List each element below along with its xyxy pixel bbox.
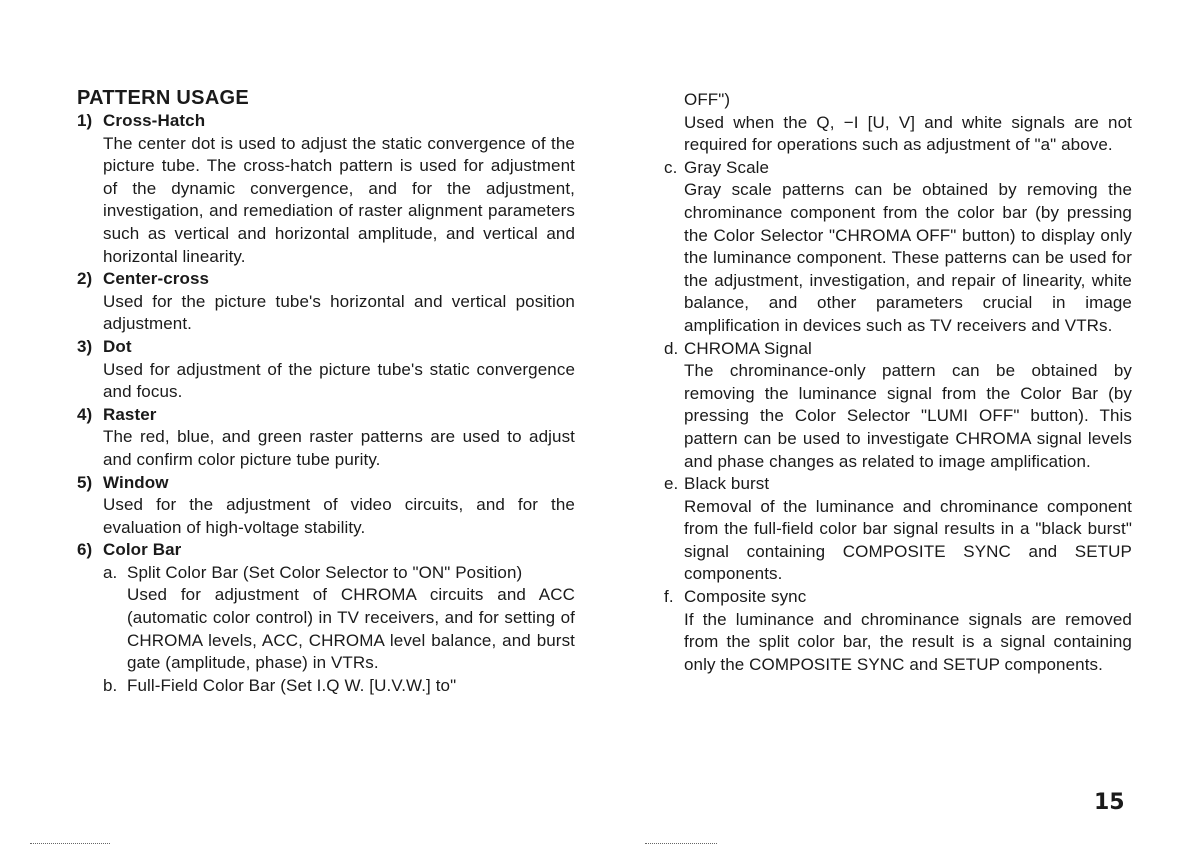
section-number: 5) — [77, 472, 93, 492]
subsection-letter: c. — [664, 157, 678, 177]
section-body-raster: The red, blue, and green raster patterns are used to adjust and confirm color picture tube purity. — [103, 427, 575, 469]
subsection-letter: a. — [103, 562, 118, 582]
section-heading-window — [77, 472, 575, 495]
section-number: 4) — [77, 404, 93, 424]
subsection-title: Gray Scale — [684, 157, 770, 177]
section-heading-dot — [77, 336, 575, 359]
section-heading-raster — [77, 404, 575, 427]
right-column — [664, 89, 1132, 676]
page-title: PATTERN USAGE — [77, 87, 250, 109]
section-heading-color-bar — [77, 539, 575, 562]
subsection-split-color-bar — [77, 562, 575, 585]
section-heading-cross-hatch — [77, 110, 575, 133]
subsection-letter: f. — [664, 587, 674, 607]
subsection-body: Removal of the luminance and chrominance component from the full-field color bar signal results in a "black burst" signal containing COMPOSITE SYNC and SETUP components. — [684, 496, 1132, 584]
section-number: 6) — [77, 540, 93, 560]
subsection-body: The chrominance-only pattern can be obtained by removing the luminance signal from the Color Bar (by pressing the Color Selector "LUMI OFF" button). This pattern can be used to investigate CHROMA signal levels and phase changes as related to image amplification. — [684, 361, 1132, 471]
subsection-full-field-color-bar — [77, 675, 575, 698]
scan-artifact-line — [645, 843, 717, 845]
section-title: Color Bar — [103, 540, 182, 560]
left-column — [77, 86, 575, 697]
subsection-letter: b. — [103, 675, 118, 695]
section-title: Window — [103, 472, 169, 492]
subsection-black-burst — [664, 473, 1132, 586]
subsection-composite-sync — [664, 586, 1132, 676]
section-heading-center-cross — [77, 268, 575, 291]
subsection-title: CHROMA Signal — [684, 338, 812, 358]
section-body-cross-hatch: The center dot is used to adjust the static convergence of the picture tube. The cross-hatch pattern is used for adjustment of the dynamic convergence, and for the adjustment, investigation, and remediation of raster alignment parameters such as vertical and horizontal amplitude, and vertical and horizontal linearity. — [103, 133, 575, 266]
section-number: 3) — [77, 336, 93, 356]
continued-text: OFF") — [684, 90, 731, 109]
subsection-letter: e. — [664, 474, 679, 494]
section-number: 1) — [77, 111, 93, 130]
subsection-title: Full-Field Color Bar (Set I.Q W. [U.V.W.] to" — [127, 675, 457, 695]
continued-paragraph: Used when the Q, −I [U, V] and white signals are not required for operations such as adjustment of "a" above. — [684, 112, 1132, 155]
subsection-chroma-signal — [664, 338, 1132, 474]
subsection-body-split-color-bar: Used for adjustment of CHROMA circuits and ACC (automatic color control) in TV receivers, and for setting of CHROMA levels, ACC, CHROMA level balance, and burst gate (amplitude, phase) in VTRs. — [127, 585, 575, 673]
section-body-dot: Used for adjustment of the picture tube's static convergence and focus. — [103, 359, 575, 402]
section-title: Center-cross — [103, 269, 210, 289]
section-title: Cross-Hatch — [103, 111, 206, 130]
scan-artifact-line — [30, 843, 110, 845]
section-body-center-cross: Used for the picture tube's horizontal and vertical position adjustment. — [103, 291, 575, 334]
section-title: Raster — [103, 404, 157, 424]
page-number: 15 — [1094, 790, 1125, 815]
section-title: Dot — [103, 336, 132, 356]
subsection-title: Black burst — [684, 474, 770, 494]
subsection-gray-scale — [664, 157, 1132, 338]
subsection-body: Gray scale patterns can be obtained by removing the chrominance component from the color bar (by pressing the Color Selector "CHROMA OFF" button) to display only the luminance component. These patterns can be used for the adjustment, investigation, and repair of linearity, white balance, and other parameters crucial in image amplification in devices such as TV receivers and VTRs. — [684, 180, 1132, 335]
subsection-letter: d. — [664, 338, 679, 358]
subsection-title: Composite sync — [684, 587, 807, 607]
subsection-body: If the luminance and chrominance signals are removed from the split color bar, the result is a signal containing only the COMPOSITE SYNC and SETUP components. — [684, 609, 1132, 674]
section-body-window: Used for the adjustment of video circuits, and for the evaluation of high-voltage stability. — [103, 495, 575, 537]
subsection-title: Split Color Bar (Set Color Selector to "ON" Position) — [127, 562, 523, 582]
section-number: 2) — [77, 269, 93, 289]
